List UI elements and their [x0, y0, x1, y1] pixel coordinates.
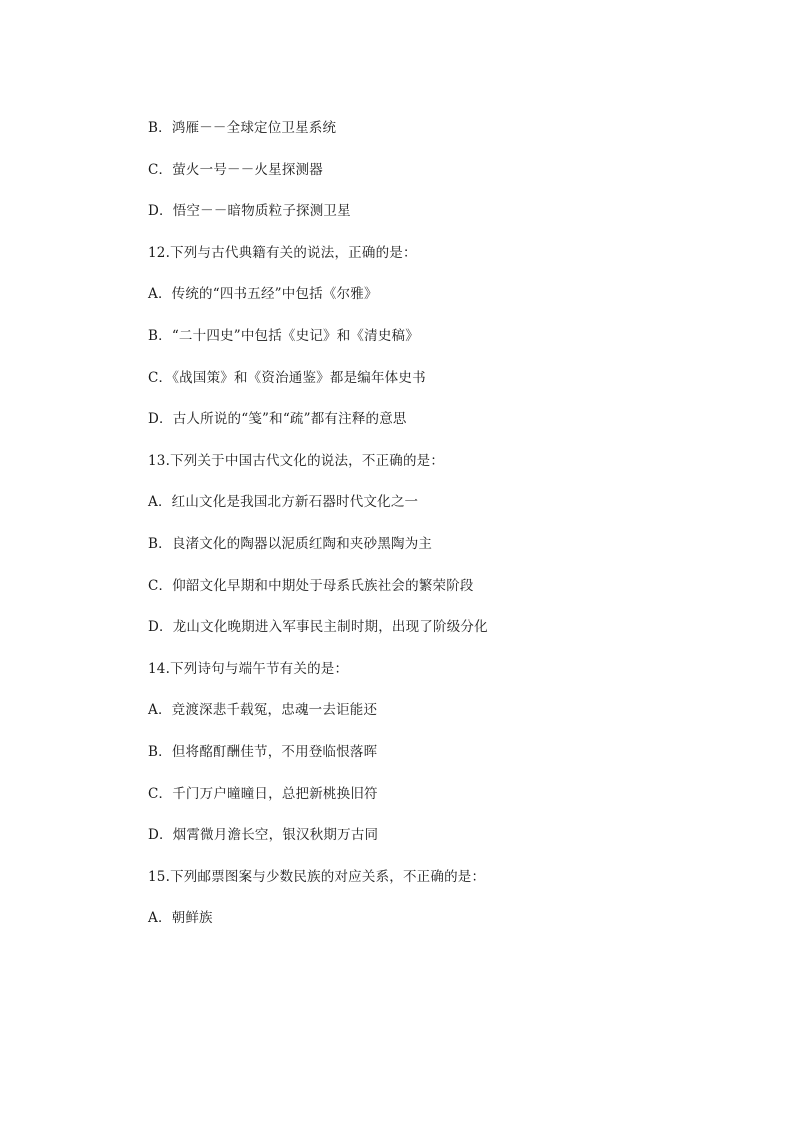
- option-13-a: A．红山文化是我国北方新石器时代文化之一: [148, 494, 419, 511]
- question-12-stem: 12.下列与古代典籍有关的说法，正确的是：: [148, 244, 417, 261]
- question-14-stem: 14.下列诗句与端午节有关的是：: [148, 660, 349, 677]
- option-11-b: B．鸿雁－－全球定位卫星系统: [148, 120, 337, 136]
- question-15-stem: 15.下列邮票图案与少数民族的对应关系，不正确的是：: [148, 868, 486, 885]
- option-12-b: B．“二十四史”中包括《史记》和《清史稿》: [148, 327, 419, 344]
- question-text: [148, 116, 748, 948]
- option-13-c: C．仰韶文化早期和中期处于母系氏族社会的繁荣阶段: [148, 577, 474, 594]
- option-14-c: C．千门万户曈曈日，总把新桃换旧符: [148, 785, 378, 802]
- option-14-a: A．竞渡深悲千载冤，忠魂一去讵能还: [148, 702, 378, 719]
- option-14-d: D．烟霄微月澹长空，银汉秋期万古同: [148, 827, 379, 844]
- option-12-d: D．古人所说的“笺”和“疏”都有注释的意思: [148, 411, 407, 428]
- option-14-b: B．但将酩酊酬佳节，不用登临恨落晖: [148, 743, 378, 760]
- option-11-d: D．悟空－－暗物质粒子探测卫星: [148, 203, 351, 220]
- option-12-c: C．《战国策》和《资治通鉴》都是编年体史书: [148, 369, 426, 386]
- option-15-a: A．朝鲜族: [148, 910, 213, 927]
- question-13-stem: 13.下列关于中国古代文化的说法，不正确的是：: [148, 452, 445, 469]
- option-13-d: D．龙山文化晚期进入军事民主制时期，出现了阶级分化: [148, 619, 488, 636]
- option-13-b: B．良渚文化的陶器以泥质红陶和夹砂黑陶为主: [148, 535, 433, 552]
- option-11-c: C．萤火一号－－火星探测器: [148, 161, 323, 178]
- option-12-a: A．传统的“四书五经”中包括《尔雅》: [148, 286, 378, 303]
